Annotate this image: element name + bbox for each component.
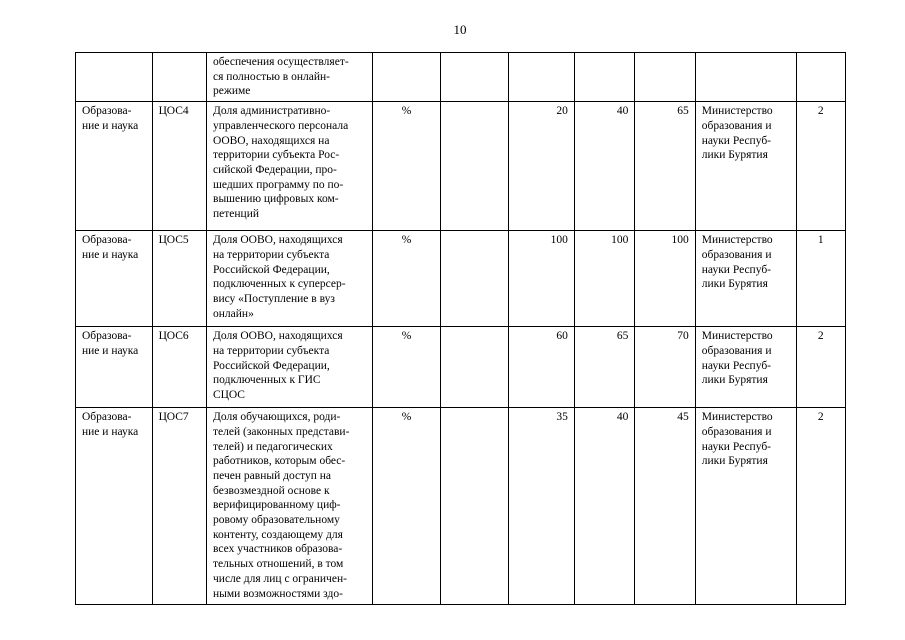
value-cell-1: 100: [509, 231, 575, 327]
unit-cell: %: [373, 231, 441, 327]
value-cell-3: 65: [635, 102, 695, 231]
code-cell: ЦОС4: [152, 102, 206, 231]
priority-cell: 2: [796, 408, 845, 605]
value-cell-2: 65: [574, 327, 634, 408]
unit-cell: [373, 53, 441, 102]
priority-cell: 2: [796, 327, 845, 408]
value-cell-1: 20: [509, 102, 575, 231]
table-row: [76, 53, 846, 102]
responsible-cell: Министерство образования и науки Респуб- лики Бурятия: [695, 102, 796, 231]
unit-cell: %: [373, 327, 441, 408]
value-cell-3: [635, 53, 695, 102]
indicators-table: [75, 52, 846, 605]
code-cell: ЦОС7: [152, 408, 206, 605]
priority-cell: 2: [796, 102, 845, 231]
table-row: [76, 231, 846, 327]
description-cell: Доля ООВО, находящихся на территории субъекта Российской Федерации, подключенных к суперсер- вису «Поступление в вуз онлайн»: [207, 231, 373, 327]
value-cell-1: 35: [509, 408, 575, 605]
table-row: [76, 102, 846, 231]
sphere-cell: Образова- ние и наука: [76, 231, 153, 327]
base-value-cell: [440, 327, 509, 408]
sphere-cell: [76, 53, 153, 102]
code-cell: [152, 53, 206, 102]
value-cell-3: 70: [635, 327, 695, 408]
value-cell-2: 40: [574, 408, 634, 605]
value-cell-3: 45: [635, 408, 695, 605]
value-cell-2: 40: [574, 102, 634, 231]
base-value-cell: [440, 408, 509, 605]
description-cell: обеспечения осуществляет- ся полностью в онлайн- режиме: [207, 53, 373, 102]
code-cell: ЦОС5: [152, 231, 206, 327]
unit-cell: %: [373, 408, 441, 605]
page-number: 10: [453, 22, 467, 37]
sphere-cell: Образова- ние и наука: [76, 327, 153, 408]
responsible-cell: Министерство образования и науки Респуб- лики Бурятия: [695, 231, 796, 327]
base-value-cell: [440, 102, 509, 231]
description-cell: Доля обучающихся, роди- телей (законных представи- телей) и педагогических работников, которым обес- печен равный доступ на безвозмездной основе к верифицированному циф- ровому образовательному контенту, создающему для всех участников образова- тельных отношений, в том числе для лиц с ограничен- ными возможностями здо-: [207, 408, 373, 605]
unit-cell: %: [373, 102, 441, 231]
value-cell-1: 60: [509, 327, 575, 408]
base-value-cell: [440, 231, 509, 327]
sphere-cell: Образова- ние и наука: [76, 408, 153, 605]
value-cell-3: 100: [635, 231, 695, 327]
code-cell: ЦОС6: [152, 327, 206, 408]
sphere-cell: Образова- ние и наука: [76, 102, 153, 231]
table-row: [76, 408, 846, 605]
priority-cell: 1: [796, 231, 845, 327]
table-row: [76, 327, 846, 408]
priority-cell: [796, 53, 845, 102]
value-cell-2: [574, 53, 634, 102]
value-cell-2: 100: [574, 231, 634, 327]
value-cell-1: [509, 53, 575, 102]
description-cell: Доля административно- управленческого персонала ООВО, находящихся на территории субъекта Рос- сийской Федерации, про- шедших программу по по- вышению цифровых ком- петенций: [207, 102, 373, 231]
description-cell: Доля ООВО, находящихся на территории субъекта Российской Федерации, подключенных к ГИС СЦОС: [207, 327, 373, 408]
responsible-cell: Министерство образования и науки Респуб- лики Бурятия: [695, 408, 796, 605]
responsible-cell: Министерство образования и науки Респуб- лики Бурятия: [695, 327, 796, 408]
base-value-cell: [440, 53, 509, 102]
responsible-cell: [695, 53, 796, 102]
